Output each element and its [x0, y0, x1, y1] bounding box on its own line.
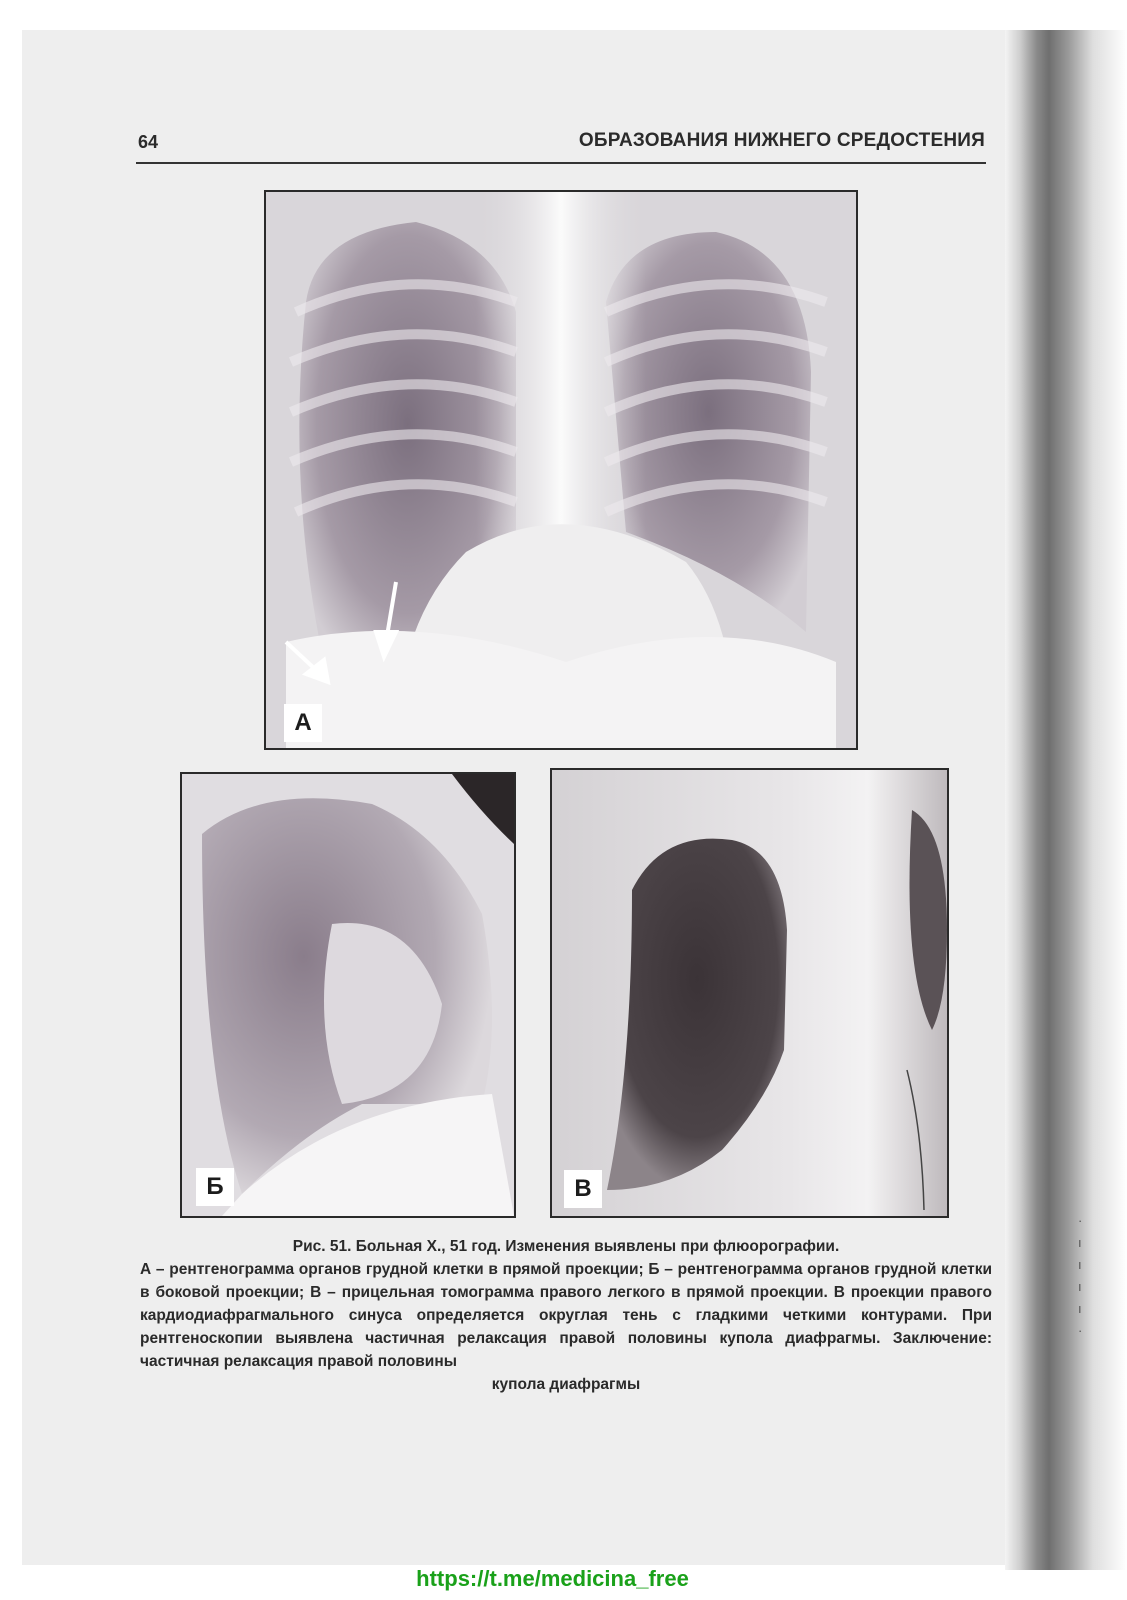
figure-b-lateral-xray [180, 772, 516, 1218]
caption-body: А – рентгенограмма органов грудной клетки в прямой проекции; Б – рентгенограмма органов грудной клетки в боковой проекции; В – прицельная томограмма правого легкого в прямой проекции. В проекции правого кардиодиафрагмального синуса определяется округлая тень с гладкими четкими контурами. При рентгеноскопии выявлена частичная релаксация правой половины купола диафрагмы. Заключение: частичная релаксация правой половины [140, 1261, 992, 1370]
book-spine-shadow [1005, 30, 1127, 1570]
figure-caption [140, 1235, 992, 1396]
header-rule [136, 162, 986, 164]
page-number: 64 [138, 132, 159, 152]
watermark-link[interactable]: https://t.me/medicina_free [416, 1566, 689, 1591]
caption-title: Рис. 51. Больная Х., 51 год. Изменения выявлены при флюорографии. [292, 1238, 840, 1255]
margin-marks: · ı ı ı ı · [1078, 1213, 1083, 1338]
figure-c-tomogram [550, 768, 949, 1218]
figure-a-label: А [284, 704, 322, 742]
caption-last-line: купола диафрагмы [491, 1376, 641, 1393]
figure-b-label: Б [196, 1168, 234, 1206]
lateral-xray-image [182, 774, 514, 1216]
tomogram-image [552, 770, 947, 1216]
frontal-xray-image [266, 192, 856, 748]
figure-a-frontal-xray [264, 190, 858, 750]
figure-c-label: В [564, 1170, 602, 1208]
running-title: ОБРАЗОВАНИЯ НИЖНЕГО СРЕДОСТЕНИЯ [578, 130, 985, 151]
